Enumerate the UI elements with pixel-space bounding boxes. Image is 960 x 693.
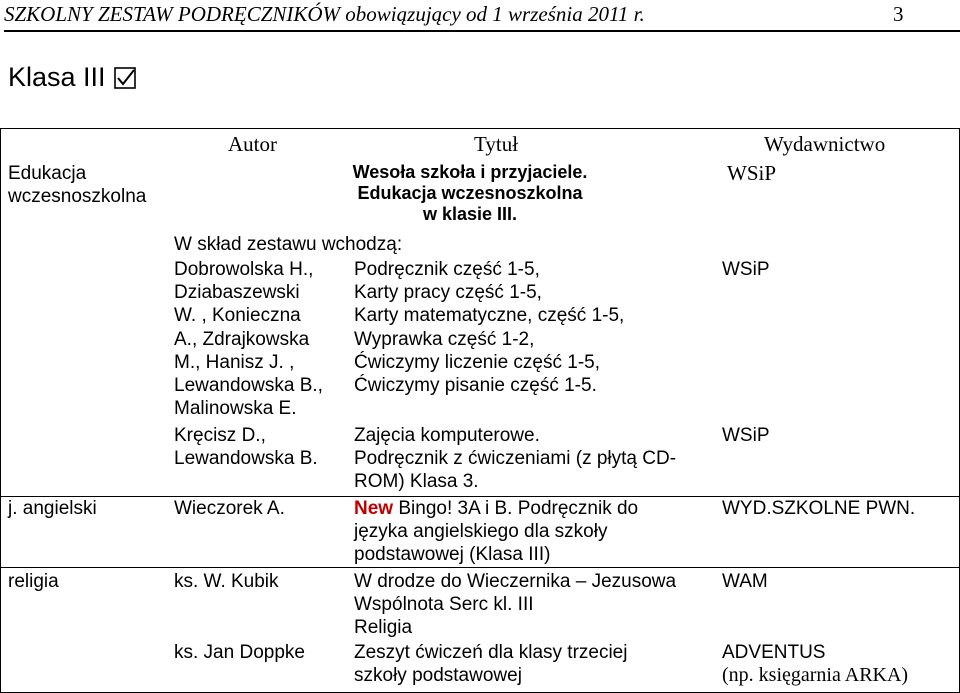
religion-title-1: W drodze do Wieczernika – Jezusowa Wspólnota Serc kl. III Religia	[354, 571, 677, 639]
computer-class-authors: Kręcisz D., Lewandowska B.	[174, 425, 318, 470]
computer-class-titles: Zajęcia komputerowe. Podręcznik z ćwiczeniami (z płytą CD- ROM) Klasa 3.	[354, 425, 677, 493]
table-border-left	[0, 128, 1, 693]
kit-publisher: WSiP	[722, 259, 770, 280]
table-border-top	[0, 128, 960, 129]
column-header-author: Autor	[228, 132, 277, 156]
kit-label: W skład zestawu wchodzą:	[174, 234, 403, 255]
new-label: New	[354, 498, 394, 519]
english-publisher: WYD.SZKOLNE PWN.	[722, 498, 916, 519]
column-header-publisher: Wydawnictwo	[764, 132, 886, 156]
religion-publisher-2: ADVENTUS (np. księgarnia ARKA)	[722, 642, 909, 687]
checked-box-icon	[114, 67, 136, 89]
subject-early-education: Edukacja wczesnoszkolna	[8, 163, 147, 208]
textbook-table	[0, 128, 960, 693]
religion-author-2: ks. Jan Doppke	[174, 642, 305, 663]
main-series-title: Wesoła szkoła i przyjaciele. Edukacja wczesnoszkolna w klasie III.	[352, 162, 588, 224]
computer-class-publisher: WSiP	[722, 425, 770, 446]
main-series-publisher: WSiP	[727, 161, 777, 185]
column-header-title: Tytuł	[474, 132, 519, 156]
kit-authors: Dobrowolska H., Dziabaszewski W. , Konieczna A., Zdrajkowska M., Hanisz J. , Lewandowska B., Malinowska E.	[174, 259, 323, 420]
subject-english: j. angielski	[8, 498, 97, 519]
subject-religion: religia	[8, 571, 59, 592]
header-rule	[4, 30, 960, 32]
religion-title-2: Zeszyt ćwiczeń dla klasy trzeciej szkoły podstawowej	[354, 642, 628, 687]
row-divider-religion	[0, 567, 960, 568]
kit-titles: Podręcznik część 1-5, Karty pracy część 1-5, Karty matematyczne, część 1-5, Wyprawka część 1-2, Ćwiczymy liczenie część 1-5, Ćwiczymy pisanie część 1-5.	[354, 259, 625, 397]
english-author: Wieczorek A.	[174, 498, 285, 519]
document-title: SZKOLNY ZESTAW PODRĘCZNIKÓW obowiązujący od 1 września 2011 r.	[4, 2, 645, 26]
religion-publisher-1: WAM	[722, 571, 768, 592]
document-header	[0, 0, 960, 30]
class-title: Klasa III	[8, 62, 106, 92]
class-heading	[8, 62, 136, 93]
english-title: New Bingo! 3A i B. Podręcznik do języka angielskiego dla szkoły podstawowej (Klasa III)	[354, 498, 639, 566]
page-number: 3	[893, 2, 904, 26]
religion-author-1: ks. W. Kubik	[174, 571, 279, 592]
publisher-note: (np. księgarnia ARKA)	[722, 664, 909, 687]
